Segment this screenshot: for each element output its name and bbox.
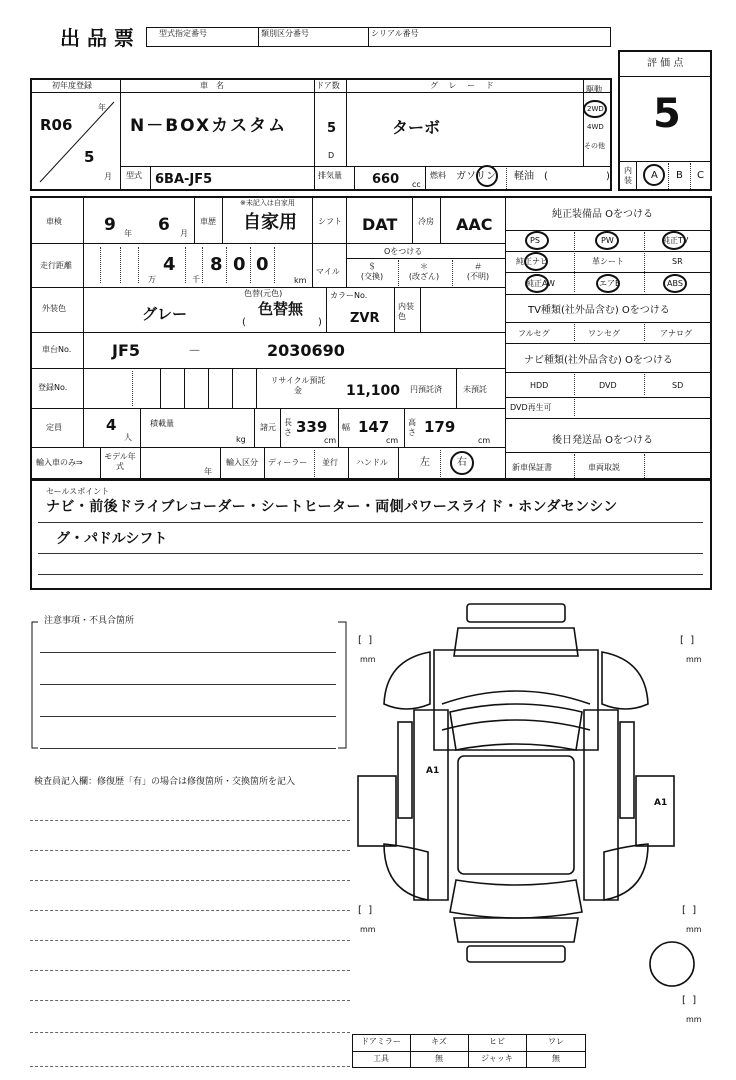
page-title: 出 品 票 — [60, 26, 134, 50]
equip-leather: 革シート — [592, 257, 624, 266]
length-value: 339 — [296, 418, 328, 436]
mileage-digit-3: 0 — [256, 254, 269, 275]
displacement: 660 — [372, 172, 400, 187]
model-year-label: モデル年式 — [104, 452, 136, 471]
interior-color-label: 内装色 — [398, 302, 414, 321]
sales-points-line2: グ・パドルシフト — [56, 531, 168, 547]
chassis-prefix: JF5 — [112, 341, 141, 360]
legend-tools-value: 無 — [435, 1054, 443, 1063]
later-title: 後日発送品 Oをつける — [552, 435, 654, 446]
drive-2wd: 2WD — [587, 105, 604, 113]
fuel-label: 燃料 — [430, 171, 446, 180]
serial-label: シリアル番号 — [371, 29, 419, 38]
tv-oneseg: ワンセグ — [588, 329, 620, 338]
color-label: 外装色 — [42, 304, 66, 313]
legend-tools: 工具 — [373, 1054, 389, 1063]
mileage-unit: km — [294, 276, 307, 285]
bracket-tl: [ ] — [358, 635, 373, 646]
registration-label: 登録No. — [38, 383, 68, 392]
ac-value: AAC — [456, 215, 493, 234]
displacement-unit: cc — [412, 180, 421, 189]
equip-aw: 純正AW — [526, 279, 555, 288]
equipment-title: 純正装備品 Oをつける — [552, 209, 654, 220]
equip-tv-circle — [662, 231, 689, 250]
bracket-br: [ ] — [682, 905, 697, 916]
drive-4wd: 4WD — [587, 123, 604, 131]
legend-header-scratch: キズ — [431, 1037, 447, 1046]
shaken-month: 6 — [158, 215, 170, 235]
recycle-label: リサイクル預託金 — [270, 376, 326, 395]
first-reg-year-unit: 年 — [98, 103, 106, 112]
mm-tl: mm — [360, 655, 376, 664]
tv-title: TV種類(社外品含む) Oをつける — [528, 305, 670, 316]
later-warranty: 新車保証書 — [512, 463, 552, 472]
shaken-month-unit: 月 — [180, 229, 188, 238]
import-dealer: ディーラー — [268, 458, 308, 467]
legend-jack: ジャッキ — [481, 1054, 513, 1063]
handle-right: 右 — [457, 457, 467, 468]
model-designation-label: 型式指定番号 — [159, 29, 207, 38]
recycle-paid: 円預託済 — [410, 385, 442, 394]
sales-points-line1: ナビ・前後ドライブレコーダー・シートヒーター・両側パワースライド・ホンダセンシン — [46, 499, 618, 515]
import-label: 輸入車のみ⇒ — [36, 458, 83, 467]
legend-header-break: ワレ — [548, 1037, 564, 1046]
color-no-label: カラーNo. — [330, 291, 368, 300]
circle-note: Oをつける — [384, 247, 423, 256]
grade-label: グ レ ー ド — [430, 81, 498, 90]
bracket-tr: [ ] — [680, 635, 695, 646]
fuel-paren-close: ) — [606, 171, 610, 182]
name-label: 車 名 — [200, 81, 224, 90]
handle-label: ハンドル — [356, 458, 388, 467]
chassis-label: 車台No. — [42, 345, 72, 354]
dims-label: 諸元 — [260, 423, 276, 432]
import-category-label: 輸入区分 — [226, 458, 258, 467]
mileage-man-digit: 4 — [163, 254, 176, 275]
interior-grade-b: B — [676, 170, 683, 181]
interior-grade-a: A — [651, 170, 658, 181]
displacement-label: 排気量 — [318, 171, 342, 180]
width-value: 147 — [358, 418, 390, 436]
legend-header-mirror: ドアミラー — [361, 1037, 401, 1046]
width-label: 幅 — [342, 423, 350, 432]
category-label: 類別区分番号 — [261, 29, 309, 38]
equip-sr: SR — [672, 257, 683, 266]
recycle-amount: 11,100 — [346, 383, 401, 399]
height-label: 高さ — [408, 418, 416, 437]
first-reg-label: 初年度登録 — [52, 81, 92, 90]
fuel-selected-circle — [476, 165, 498, 187]
drive-2wd-circle — [583, 100, 607, 118]
first-reg-month: 5 — [84, 148, 95, 166]
handle-right-circle — [450, 451, 474, 475]
handle-left: 左 — [420, 457, 430, 468]
equip-abs-circle — [663, 274, 687, 293]
model-year-unit: 年 — [204, 467, 212, 476]
length-label: 長さ — [284, 418, 292, 437]
mm-tr: mm — [686, 655, 702, 664]
equip-airbag: エアB — [599, 279, 621, 288]
mileage-unknown: ＃ (不明) — [466, 262, 490, 281]
score-label: 評 価 点 — [647, 58, 684, 69]
score-value: 5 — [653, 91, 681, 137]
caution-bracket — [28, 616, 354, 756]
first-reg-month-unit: 月 — [104, 172, 112, 181]
shift-value: DAT — [362, 215, 398, 234]
repaint-value: 色替無 — [258, 300, 304, 318]
vehicle-name: N－BOXカスタム — [130, 116, 288, 136]
equip-pw: PW — [601, 236, 614, 245]
door-d: D — [328, 151, 335, 160]
height-value: 179 — [424, 418, 456, 436]
interior-label: 内装 — [624, 166, 632, 185]
first-reg-era: R06 — [40, 116, 73, 134]
color-value: グレー — [142, 305, 188, 323]
mm-spare: mm — [686, 1015, 702, 1024]
load-unit: kg — [236, 435, 246, 444]
shaken-year: 9 — [104, 215, 116, 235]
equip-navi: 純正ナビ — [516, 257, 548, 266]
legend-header-crack: ヒビ — [489, 1037, 505, 1046]
sales-points-label: セールスポイント — [46, 487, 110, 496]
inspector-label: 検査員記入欄：修復歴「有」の場合は修復箇所・交換箇所を記入 — [34, 777, 296, 787]
fuel-diesel: 軽油 — [514, 171, 534, 182]
equip-tv: 純正TV — [662, 236, 689, 245]
car-diagram — [350, 600, 720, 1040]
repaint-label: 色替(元色) — [244, 289, 283, 298]
grade: ターボ — [392, 118, 441, 137]
chassis-dash: － — [188, 344, 202, 359]
capacity-unit: 人 — [124, 433, 132, 442]
tv-analog: アナログ — [660, 329, 692, 338]
mileage-man-unit: 万 — [148, 275, 156, 284]
door-label: ドア数 — [316, 81, 340, 90]
interior-grade-circle — [643, 164, 665, 186]
navi-title: ナビ種類(社外品含む) Oをつける — [524, 355, 673, 366]
history-value: 自家用 — [243, 212, 297, 233]
legend-jack-value: 無 — [552, 1054, 560, 1063]
damage-mark-a1-front: A1 — [426, 766, 440, 776]
mileage-exchange: ＄ (交換) — [360, 262, 384, 281]
height-unit: cm — [478, 436, 491, 445]
capacity-value: 4 — [106, 416, 117, 434]
equip-ps-circle — [525, 231, 549, 250]
bracket-spare: [ ] — [682, 995, 697, 1006]
recycle-unpaid: 未預託 — [463, 385, 487, 394]
later-manual: 車両取説 — [588, 463, 620, 472]
type-label: 型式 — [126, 171, 142, 180]
mileage-digit-1: 8 — [210, 254, 223, 275]
mileage-label: 走行距離 — [40, 261, 72, 270]
mile-label: マイル — [316, 267, 340, 276]
fuel-paren-open: ( — [544, 171, 548, 182]
chassis-number: 2030690 — [267, 341, 345, 360]
color-no: ZVR — [350, 311, 380, 326]
equip-navi-circle — [524, 252, 548, 271]
equip-pw-circle — [595, 231, 619, 250]
mm-bl: mm — [360, 925, 376, 934]
tv-fullseg: フルセグ — [518, 329, 550, 338]
equip-aw-circle — [525, 274, 549, 293]
fuel-gasoline: ガソリン — [456, 171, 496, 182]
damage-mark-a1-side: A1 — [654, 798, 668, 808]
mm-br: mm — [686, 925, 702, 934]
interior-grade-c: C — [697, 170, 704, 181]
caution-label: 注意事項・不具合箇所 — [44, 616, 135, 626]
mileage-sen-unit: 千 — [192, 275, 200, 284]
navi-dvd: DVD — [599, 381, 617, 390]
load-label: 積載量 — [150, 419, 174, 428]
dvd-playback: DVD再生可 — [510, 403, 552, 412]
navi-hdd: HDD — [530, 381, 549, 390]
bracket-bl: [ ] — [358, 905, 373, 916]
drive-label: 駆動 — [586, 85, 602, 94]
repaint-paren-close: ) — [318, 317, 322, 328]
history-label: 車歴 — [200, 217, 216, 226]
equip-abs: ABS — [667, 279, 683, 288]
shift-label: シフト — [318, 217, 342, 226]
navi-sd: SD — [672, 381, 684, 390]
import-parallel: 並行 — [322, 458, 338, 467]
drive-other: その他 — [584, 142, 605, 150]
mileage-digit-2: 0 — [233, 254, 246, 275]
equip-airbag-circle — [596, 274, 620, 293]
length-unit: cm — [324, 436, 337, 445]
shaken-label: 車検 — [46, 217, 62, 226]
mileage-modified: ＊ (改ざん) — [408, 262, 440, 281]
ac-label: 冷房 — [418, 217, 434, 226]
repaint-paren-open: ( — [242, 317, 246, 328]
width-unit: cm — [386, 436, 399, 445]
vehicle-type: 6BA-JF5 — [155, 172, 213, 187]
capacity-label: 定員 — [46, 423, 62, 432]
history-note: ※未記入は自家用 — [240, 199, 295, 207]
door-count: 5 — [327, 121, 337, 136]
shaken-year-unit: 年 — [124, 229, 132, 238]
equip-ps: PS — [530, 236, 540, 245]
